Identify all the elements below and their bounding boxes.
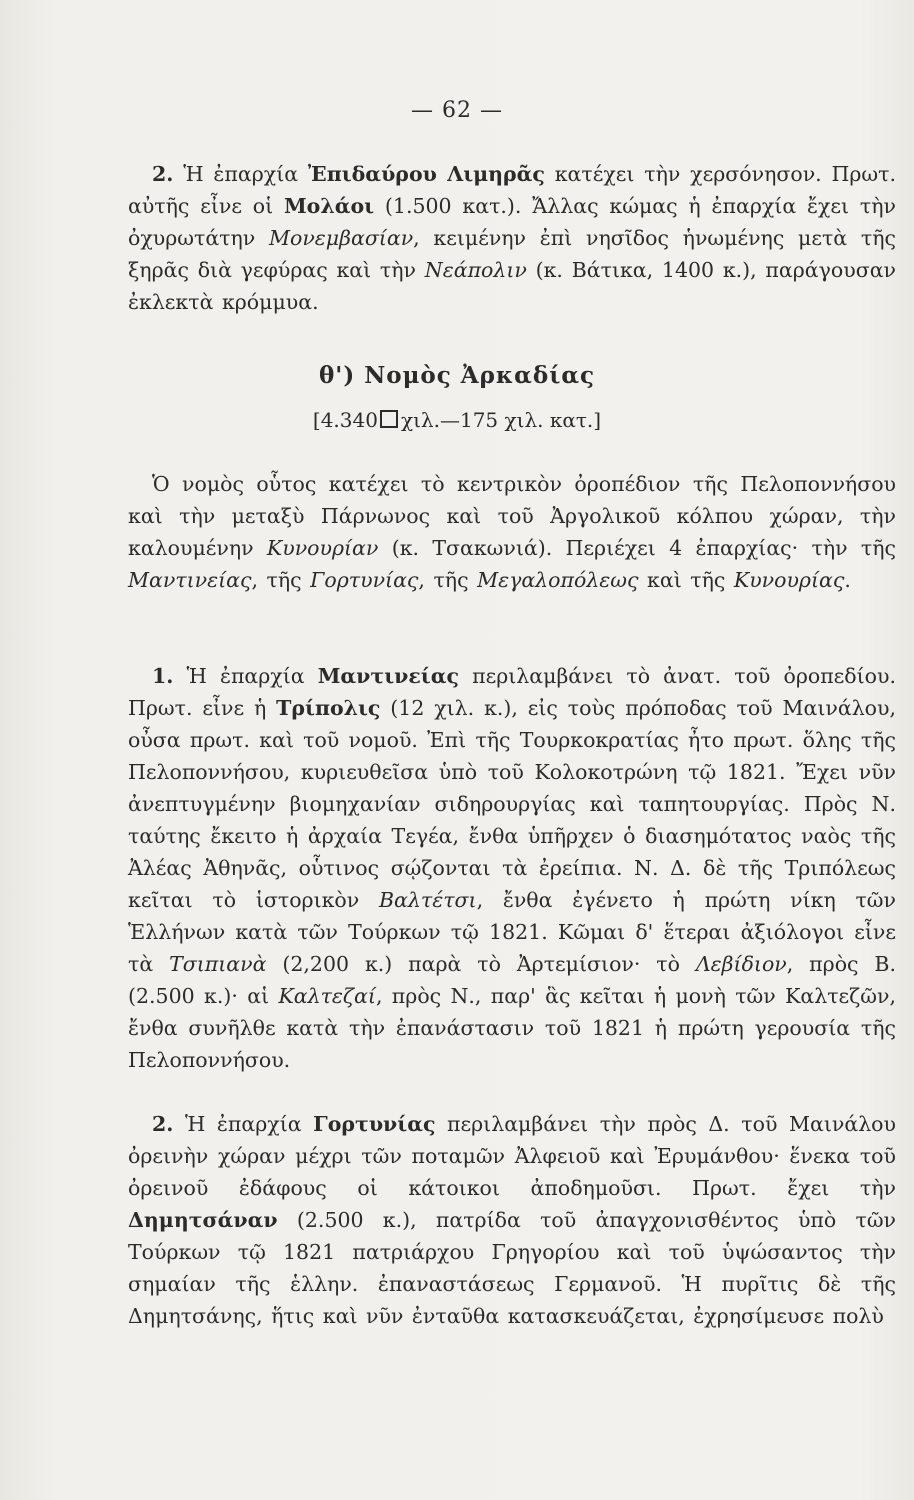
paragraph-gortynia: [128, 1108, 896, 1332]
text: (12 χιλ. κ.), εἰς τοὺς πρόποδας τοῦ Μαινάλου, οὖσα πρωτ. καὶ τοῦ νομοῦ. Ἐπὶ τῆς Τουρκοκρατίας ἦτο πρωτ. ὅλης τῆς Πελοποννήσου, κυριευθεῖσα ὑπὸ τοῦ Κολοκοτρώνη τῷ 1821. Ἔχει νῦν ἀνεπτυγμένην βιομηχανίαν σιδηρουργίας καὶ ταπητουργίας. Πρὸς Ν. ταύτης ἔκειτο ἡ ἀρχαία Τεγέα, ἔνθα ὑπῆρχεν ὁ διασημότατος ναὸς τῆς Ἀλέας Ἀθηνᾶς, οὗτινος σῴζονται τὰ ἐρείπια. Ν. Δ. δὲ τῆς Τριπόλεως κεῖται τὸ ἱστορικὸν: [128, 696, 897, 912]
text: .: [844, 568, 851, 592]
place-name: Μονεμβασίαν: [269, 226, 414, 250]
text: (κ. Βάτικα, 1400 κ.), παράγουσαν ἐκλεκτὰ κρόμμυα.: [128, 258, 896, 314]
place-name: Νεάπολιν: [424, 258, 527, 282]
capital-name: Τρίπολις: [276, 696, 381, 720]
place-name: Μαντινείας: [128, 568, 252, 592]
place-name: Καλτεζαί: [278, 984, 376, 1008]
text: (2,200 κ.) παρὰ τὸ Ἀρτεμίσιον· τὸ: [266, 952, 696, 976]
place-name: Γορτυνίας: [310, 568, 419, 592]
text: , τῆς: [418, 568, 478, 592]
stats-population: χιλ.—175 χιλ. κατ.]: [400, 408, 602, 432]
section-stats: [0, 408, 914, 432]
paragraph-intro: [128, 468, 896, 596]
text: περιλαμβάνει τὸ ἀνατ. τοῦ ὀροπεδίου. Πρωτ. εἶνε ἡ: [128, 664, 897, 720]
item-number: 2.: [152, 162, 174, 186]
item-number: 2.: [152, 1112, 174, 1136]
text: (κ. Τσακωνιά). Περιέχει 4 ἐπαρχίας· τὴν τῆς: [378, 536, 896, 560]
item-number: 1.: [152, 664, 174, 688]
province-name: Ἐπιδαύρου Λιμηρᾶς: [307, 162, 545, 186]
square-icon: [380, 410, 398, 428]
text: Ἡ ἐπαρχία: [173, 162, 308, 186]
place-name: Λεβίδιον: [695, 952, 787, 976]
province-name: Μαντινείας: [317, 664, 459, 688]
place-name: Κυνουρίας: [733, 568, 845, 592]
place-name: Τσιπιανὰ: [169, 952, 267, 976]
place-name: Βαλτέτσι: [378, 888, 477, 912]
text: (1.500 κατ.). Ἄλλας κώμας ἡ ἐπαρχία ἔχει τὴν ὀχυρωτάτην: [128, 194, 896, 250]
paragraph-mantineia: [128, 660, 896, 1076]
text: , κειμένην ἐπὶ νησῖδος ἡνωμένης μετὰ τῆς ξηρᾶς διὰ γεφύρας καὶ τὴν: [128, 226, 896, 282]
section-title: θ') Νομὸς Ἀρκαδίας: [318, 362, 596, 389]
capital-name: Μολάοι: [283, 194, 375, 218]
page-number: — 62 —: [411, 98, 503, 123]
place-name: Κυνουρίαν: [266, 536, 379, 560]
text: , πρὸς Β. (2.500 κ.)· αἱ: [128, 952, 897, 1008]
text: καὶ τῆς: [638, 568, 734, 592]
text: περιλαμβάνει τὴν πρὸς Δ. τοῦ Μαινάλου ὀρεινὴν χώραν μέχρι τῶν ποταμῶν Ἀλφειοῦ καὶ Ἐρυμάνθου· ἕνεκα τοῦ ὀρεινοῦ ἐδάφους οἱ κάτοικοι ἀποδημοῦσι. Πρωτ. ἔχει τὴν: [128, 1112, 896, 1200]
text: Ὁ νομὸς οὗτος κατέχει τὸ κεντρικὸν ὀροπέδιον τῆς Πελοποννήσου καὶ τὴν μεταξὺ Πάρνωνος καὶ τοῦ Ἀργολικοῦ κόλπου χώραν, τὴν καλουμένην: [128, 472, 896, 560]
place-name: Μεγαλοπόλεως: [477, 568, 639, 592]
text: , τῆς: [251, 568, 311, 592]
text: Ἡ ἐπαρχία: [173, 1112, 314, 1136]
text: , ἔνθα ἐγένετο ἡ πρώτη νίκη τῶν Ἑλλήνων κατὰ τῶν Τούρκων τῷ 1821. Κῶμαι δ' ἕτεραι ἀξιόλογοι εἶνε τὰ: [128, 888, 896, 976]
stats-area: [4.340: [312, 408, 378, 432]
province-name: Γορτυνίας: [313, 1112, 436, 1136]
text: κατέχει τὴν χερσόνησον. Πρωτ. αὐτῆς εἶνε οἱ: [128, 162, 897, 218]
paragraph-epidavrou: [128, 158, 896, 318]
text: Ἡ ἐπαρχία: [173, 664, 318, 688]
capital-name: Δημητσάναν: [128, 1208, 278, 1232]
text: , πρὸς Ν., παρ' ἃς κεῖται ἡ μονὴ τῶν Καλτεζῶν, ἔνθα συνῆλθε κατὰ τὴν ἐπανάστασιν τοῦ 1821 ἡ πρώτη γερουσία τῆς Πελοποννήσου.: [128, 984, 896, 1072]
text: (2.500 κ.), πατρίδα τοῦ ἀπαγχονισθέντος ὑπὸ τῶν Τούρκων τῷ 1821 πατριάρχου Γρηγορίου καὶ τοῦ ὑψώσαντος τὴν σημαίαν τῆς ἑλλην. ἐπαναστάσεως Γερμανοῦ. Ἡ πυρῖτις δὲ τῆς Δημητσάνης, ἥτις καὶ νῦν ἐνταῦθα κατασκευάζεται, ἐχρησίμευσε πολὺ: [128, 1208, 896, 1328]
